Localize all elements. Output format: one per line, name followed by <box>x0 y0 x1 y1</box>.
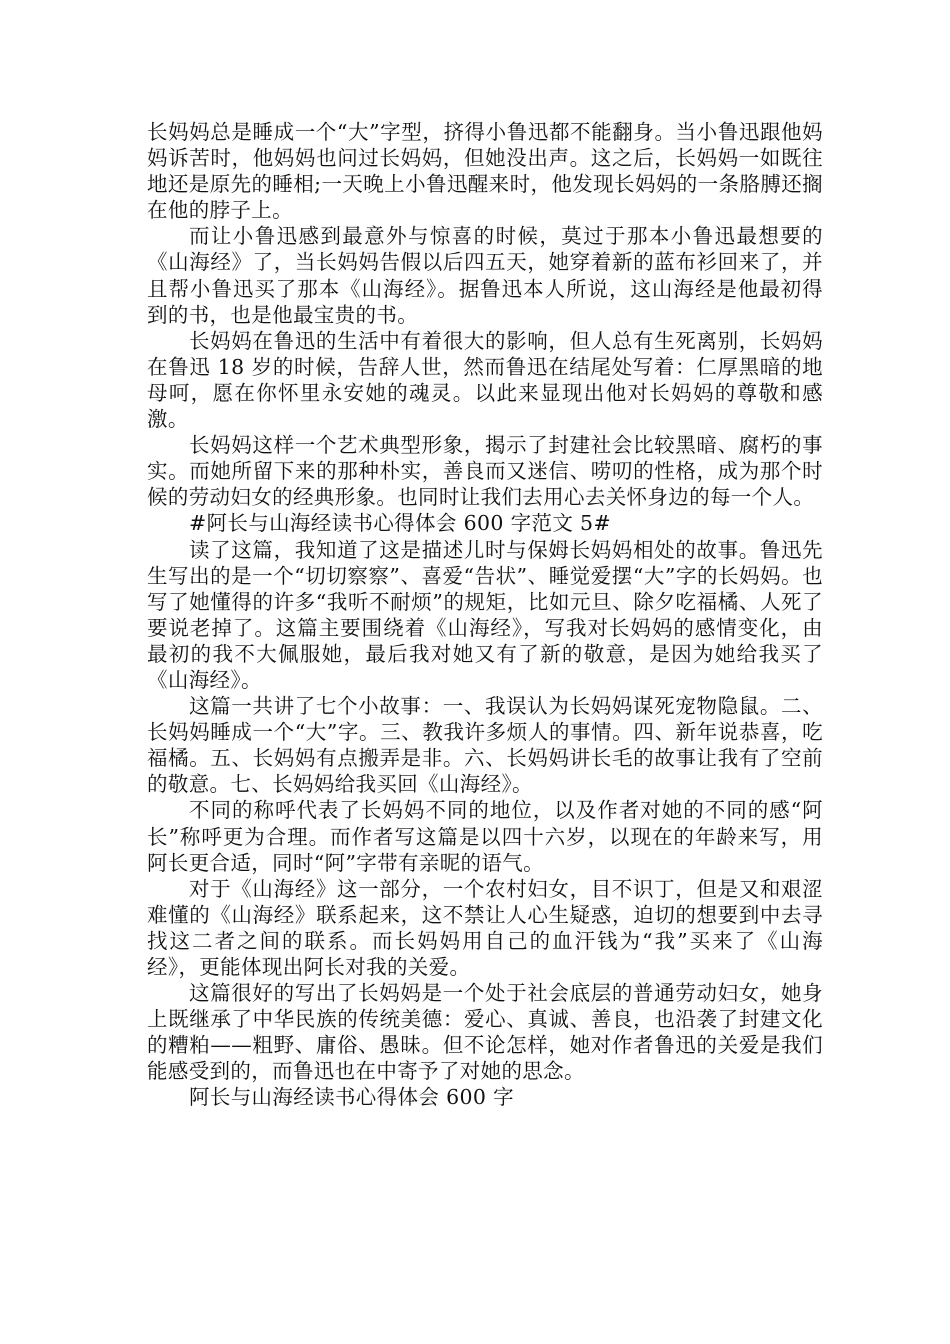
section-heading: 阿长与山海经读书心得体会 600 字 <box>189 1085 514 1110</box>
paragraph: 长妈妈总是睡成一个“大”字型，挤得小鲁迅都不能翻身。当小鲁迅跟他妈妈诉苦时，他妈妈也问过长妈妈，但她没出声。这之后，长妈妈一如既往地还是原先的睡相;一天晚上小鲁迅醒来时，他发现长妈妈的一条胳膊还搁在他的脖子上。 <box>147 120 823 223</box>
paragraph: 长妈妈这样一个艺术典型形象，揭示了封建社会比较黑暗、腐朽的事实。而她所留下来的那种朴实，善良而又迷信、唠叨的性格，成为那个时候的劳动妇女的经典形象。也同时让我们去用心去关怀身边的每一个人。 <box>147 433 823 510</box>
paragraph: 对于《山海经》这一部分，一个农村妇女，目不识丁，但是又和艰涩难懂的《山海经》联系起来，这不禁让人心生疑惑，迫切的想要到中去寻找这二者之间的联系。而长妈妈用自己的血汗钱为“我”买来了《山海经》，更能体现出阿长对我的关爱。 <box>147 876 823 979</box>
document-body <box>147 119 823 1111</box>
paragraph: 这篇很好的写出了长妈妈是一个处于社会底层的普通劳动妇女，她身上既继承了中华民族的传统美德：爱心、真诚、善良，也沿袭了封建文化的糟粕——粗野、庸俗、愚昧。但不论怎样，她对作者鲁迅的关爱是我们能感受到的，而鲁迅也在中寄予了对她的思念。 <box>147 981 823 1084</box>
paragraph: 而让小鲁迅感到最意外与惊喜的时候，莫过于那本小鲁迅最想要的《山海经》了，当长妈妈告假以后四五天，她穿着新的蓝布衫回来了，并且帮小鲁迅买了那本《山海经》。据鲁迅本人所说，这山海经是他最初得到的书，也是他最宝贵的书。 <box>147 224 823 327</box>
paragraph: 这篇一共讲了七个小故事：一、我误认为长妈妈谋死宠物隐鼠。二、长妈妈睡成一个“大”字。三、教我许多烦人的事情。四、新年说恭喜，吃福橘。五、长妈妈有点搬弄是非。六、长妈妈讲长毛的故事让我有了空前的敬意。七、长妈妈给我买回《山海经》。 <box>147 694 823 797</box>
paragraph: 不同的称呼代表了长妈妈不同的地位，以及作者对她的不同的感“阿长”称呼更为合理。而作者写这篇是以四十六岁，以现在的年龄来写，用阿长更合适，同时“阿”字带有亲昵的语气。 <box>147 798 823 875</box>
section-heading: #阿长与山海经读书心得体会 600 字范文 5# <box>189 511 611 536</box>
paragraph: 读了这篇，我知道了这是描述儿时与保姆长妈妈相处的故事。鲁迅先生写出的是一个“切切察察”、喜爱“告状”、睡觉爱摆“大”字的长妈妈。也写了她懂得的许多“我听不耐烦”的规矩，比如元旦、除夕吃福橘、人死了要说老掉了。这篇主要围绕着《山海经》，写我对长妈妈的感情变化，由最初的我不大佩服她，最后我对她又有了新的敬意，是因为她给我买了《山海经》。 <box>147 537 823 692</box>
paragraph: 长妈妈在鲁迅的生活中有着很大的影响，但人总有生死离别，长妈妈在鲁迅 18 岁的时候，告辞人世，然而鲁迅在结尾处写着：仁厚黑暗的地母呵，愿在你怀里永安她的魂灵。以此来显现出他对长妈妈的尊敬和感激。 <box>147 328 823 432</box>
